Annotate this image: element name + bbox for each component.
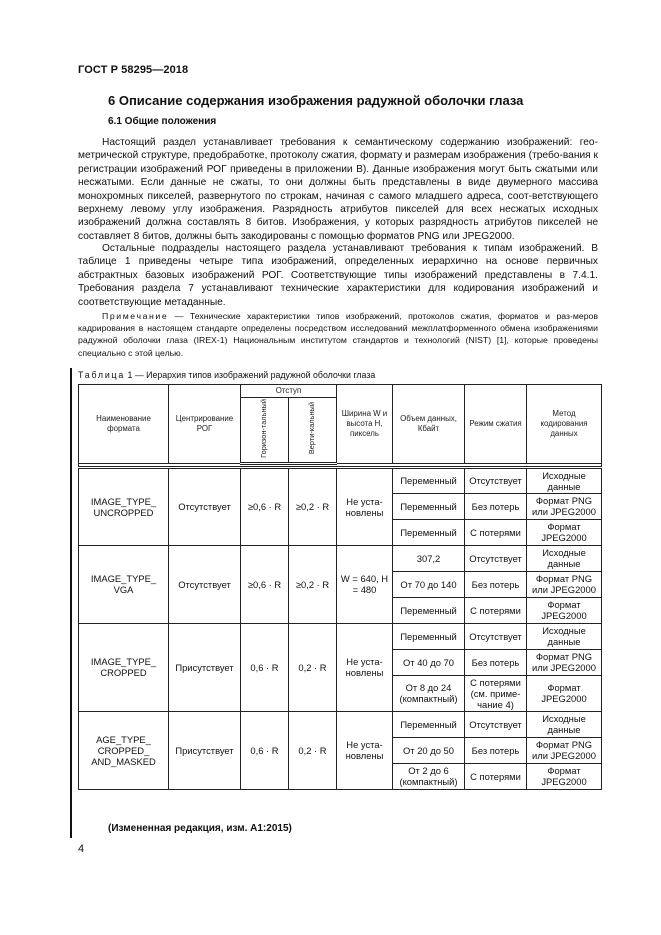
cell-centering: Отсутствует bbox=[169, 467, 241, 545]
table-caption bbox=[78, 370, 375, 380]
header-horizontal bbox=[241, 398, 289, 464]
cell-format-name: IMAGE_TYPE_ VGA bbox=[79, 545, 169, 623]
paragraph-2-text: Остальные подразделы настоящего раздела устанавливают требования к типам изображений. В таблице 1 приведены четыре типа изображений, определенных иерархично на основе первичных абстрактных базовых изображений РОГ. Соответствующие типы изображений представлены в 7.4.1. Требования раздела 7 устанавливают технические характеристики для кодирования изображений и соответствующие метаданные. bbox=[78, 243, 598, 308]
cell-coding-method: Формат PNG или JPEG2000 bbox=[527, 571, 602, 597]
table-row bbox=[79, 711, 602, 737]
table-caption-label: Таблица bbox=[78, 370, 126, 380]
paragraph-1 bbox=[78, 136, 598, 243]
cell-coding-method: Формат JPEG2000 bbox=[527, 675, 602, 711]
cell-vertical-offset: 0,2 · R bbox=[289, 623, 337, 711]
standard-code: ГОСТ Р 58295—2018 bbox=[78, 64, 189, 76]
cell-format-name: AGE_TYPE_ CROPPED_ AND_MASKED bbox=[79, 711, 169, 789]
cell-coding-method: Формат JPEG2000 bbox=[527, 597, 602, 623]
cell-coding-method: Исходные данные bbox=[527, 467, 602, 493]
cell-data-volume: От 20 до 50 bbox=[393, 737, 465, 763]
change-margin-bar bbox=[70, 368, 72, 838]
cell-coding-method: Исходные данные bbox=[527, 545, 602, 571]
cell-vertical-offset: ≥0,2 · R bbox=[289, 545, 337, 623]
cell-data-volume: Переменный bbox=[393, 467, 465, 493]
header-offset: Отступ bbox=[241, 385, 337, 398]
header-vertical-text: Верти-кальный bbox=[307, 402, 317, 455]
header-compression-mode: Режим сжатия bbox=[465, 385, 527, 464]
section-title: 6 Описание содержания изображения радужной оболочки глаза bbox=[108, 93, 524, 108]
edit-note: (Измененная редакция, изм. А1:2015) bbox=[108, 823, 292, 834]
note-text: — Технические характеристики типов изображений, протоколов сжатия, форматов и раз-меров кадрирования в настоящем стандарте определены посредством исследований межплатформенного обмена изображениями радужной оболочки глаза (IREX-1) Национальным институтом стандартов и технологий (NIST) [1], которые проведены специально с этой целью. bbox=[78, 311, 598, 358]
cell-width-height: Не уста-новлены bbox=[337, 467, 393, 545]
cell-compression-mode: Отсутствует bbox=[465, 467, 527, 493]
cell-compression-mode: С потерями bbox=[465, 597, 527, 623]
cell-format-name: IMAGE_TYPE_ UNCROPPED bbox=[79, 467, 169, 545]
header-data-volume: Объем данных, Кбайт bbox=[393, 385, 465, 464]
cell-compression-mode: С потерями bbox=[465, 763, 527, 789]
cell-horizontal-offset: 0,6 · R bbox=[241, 623, 289, 711]
cell-width-height: Не уста-новлены bbox=[337, 711, 393, 789]
cell-data-volume: Переменный bbox=[393, 597, 465, 623]
cell-vertical-offset: 0,2 · R bbox=[289, 711, 337, 789]
cell-data-volume: Переменный bbox=[393, 519, 465, 545]
subsection-title: 6.1 Общие положения bbox=[108, 116, 217, 127]
cell-compression-mode: Отсутствует bbox=[465, 545, 527, 571]
cell-coding-method: Формат PNG или JPEG2000 bbox=[527, 649, 602, 675]
cell-compression-mode: С потерями (см. приме-чание 4) bbox=[465, 675, 527, 711]
cell-compression-mode: Отсутствует bbox=[465, 711, 527, 737]
cell-centering: Присутствует bbox=[169, 711, 241, 789]
cell-coding-method: Формат JPEG2000 bbox=[527, 519, 602, 545]
cell-compression-mode: Без потерь bbox=[465, 649, 527, 675]
cell-compression-mode: Отсутствует bbox=[465, 623, 527, 649]
cell-horizontal-offset: 0,6 · R bbox=[241, 711, 289, 789]
cell-compression-mode: Без потерь bbox=[465, 493, 527, 519]
cell-compression-mode: Без потерь bbox=[465, 737, 527, 763]
header-format-name: Наименование формата bbox=[79, 385, 169, 464]
page-number: 4 bbox=[78, 843, 85, 855]
header-width-height: Ширина W и высота H, пиксель bbox=[337, 385, 393, 464]
cell-data-volume: От 8 до 24 (компактный) bbox=[393, 675, 465, 711]
table-row bbox=[79, 545, 602, 571]
cell-horizontal-offset: ≥0,6 · R bbox=[241, 467, 289, 545]
cell-compression-mode: Без потерь bbox=[465, 571, 527, 597]
cell-width-height: Не уста-новлены bbox=[337, 623, 393, 711]
cell-coding-method: Формат PNG или JPEG2000 bbox=[527, 493, 602, 519]
cell-data-volume: От 70 до 140 bbox=[393, 571, 465, 597]
cell-coding-method: Формат PNG или JPEG2000 bbox=[527, 737, 602, 763]
header-vertical bbox=[289, 398, 337, 464]
cell-vertical-offset: ≥0,2 · R bbox=[289, 467, 337, 545]
cell-data-volume: Переменный bbox=[393, 623, 465, 649]
cell-coding-method: Формат JPEG2000 bbox=[527, 763, 602, 789]
cell-data-volume: 307,2 bbox=[393, 545, 465, 571]
paragraph-1-text: Настоящий раздел устанавливает требования к семантическому содержанию изображений: гео-метрической структуре, предобработке, протоколу сжатия, формату и размерам изображения (требо-вания к регистрации изображений РОГ приведены в приложении В). Данные изображения могут быть сжатыми или несжатыми. Если данные не сжаты, то они должны быть представлены в виде двумерного массива монохромных пикселей, развернутого по строкам, начиная с самого младшего адреса, соот-ветствующего верхнему левому углу изображения. Разрядность атрибутов пикселей для всех несжатых исходных изображений должна составлять 8 битов. Изображения, у которых разрядность атрибутов пикселей не составляет 8 битов, должны быть закодированы с помощью форматов PNG или JPEG2000. bbox=[78, 137, 598, 242]
cell-format-name: IMAGE_TYPE_ CROPPED bbox=[79, 623, 169, 711]
note bbox=[78, 310, 598, 359]
cell-coding-method: Исходные данные bbox=[527, 623, 602, 649]
image-type-table bbox=[78, 384, 602, 790]
cell-data-volume: От 2 до 6 (компактный) bbox=[393, 763, 465, 789]
cell-horizontal-offset: ≥0,6 · R bbox=[241, 545, 289, 623]
cell-data-volume: Переменный bbox=[393, 711, 465, 737]
table-caption-text: 1 — Иерархия типов изображений радужной оболочки глаза bbox=[125, 370, 376, 380]
cell-width-height: W = 640, H = 480 bbox=[337, 545, 393, 623]
cell-centering: Отсутствует bbox=[169, 545, 241, 623]
cell-coding-method: Исходные данные bbox=[527, 711, 602, 737]
cell-centering: Присутствует bbox=[169, 623, 241, 711]
table-row bbox=[79, 467, 602, 493]
header-centering: Центрирование РОГ bbox=[169, 385, 241, 464]
table-header-row bbox=[79, 385, 602, 398]
paragraph-2 bbox=[78, 242, 598, 309]
cell-compression-mode: С потерями bbox=[465, 519, 527, 545]
note-label: Примечание bbox=[102, 311, 169, 321]
header-horizontal-text: Горизон-тальный bbox=[259, 399, 269, 458]
cell-data-volume: От 40 до 70 bbox=[393, 649, 465, 675]
table-row bbox=[79, 623, 602, 649]
cell-data-volume: Переменный bbox=[393, 493, 465, 519]
header-coding-method: Метод кодирования данных bbox=[527, 385, 602, 464]
